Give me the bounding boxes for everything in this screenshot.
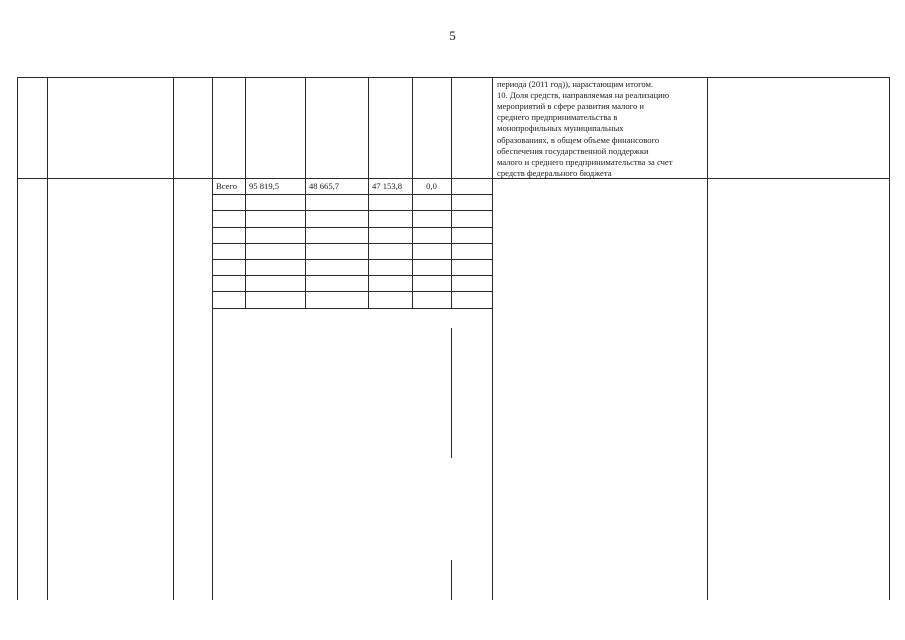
row-rule	[212, 291, 492, 292]
page-number: 5	[449, 28, 456, 43]
finance-value-cell: 48 665,7	[309, 180, 340, 191]
row-rule	[212, 308, 492, 309]
column-rule	[412, 77, 413, 178]
column-rule	[47, 77, 48, 600]
continuation-text-line: малого и среднего предпринимательства за счет	[497, 156, 673, 167]
column-rule	[305, 77, 306, 178]
continuation-text-line: 10. Доля средств, направляемая на реализацию	[497, 90, 670, 101]
row-rule	[212, 275, 492, 276]
finance-value-cell: 0,0	[426, 180, 437, 191]
column-rule	[173, 77, 174, 600]
continuation-text-line: обеспечения государственной поддержки	[497, 145, 649, 156]
column-rule	[368, 77, 369, 178]
row-rule	[212, 194, 492, 195]
continuation-text-line: периода (2011 год)), нарастающим итогом.	[497, 79, 654, 89]
continuation-text-line: образованиях, в общем объеме финансового	[497, 134, 660, 145]
continuation-text-line: монопрофильных муниципальных	[497, 123, 624, 134]
column-rule	[245, 77, 246, 178]
column-rule	[17, 77, 18, 600]
column-rule	[451, 178, 452, 308]
column-rule	[451, 328, 452, 458]
column-rule	[451, 560, 452, 600]
row-rule	[212, 259, 492, 260]
finance-year-cell: Всего	[216, 180, 238, 191]
finance-value-cell: 47 153,8	[372, 180, 403, 191]
column-rule	[212, 77, 213, 600]
row-rule	[212, 227, 492, 228]
column-rule	[707, 77, 708, 600]
column-rule	[451, 77, 452, 178]
continuation-text-line: средств федерального бюджета	[497, 167, 612, 178]
continuation-text-line: среднего предпринимательства в	[497, 112, 618, 123]
column-rule	[492, 77, 493, 600]
table-top-rule	[17, 77, 889, 78]
finance-value-cell: 95 819,5	[249, 180, 280, 191]
row-rule	[212, 243, 492, 244]
section-rule	[17, 178, 889, 179]
continuation-text-line: мероприятий в сфере развития малого и	[497, 101, 644, 112]
row-rule	[212, 210, 492, 211]
column-rule	[889, 77, 890, 600]
